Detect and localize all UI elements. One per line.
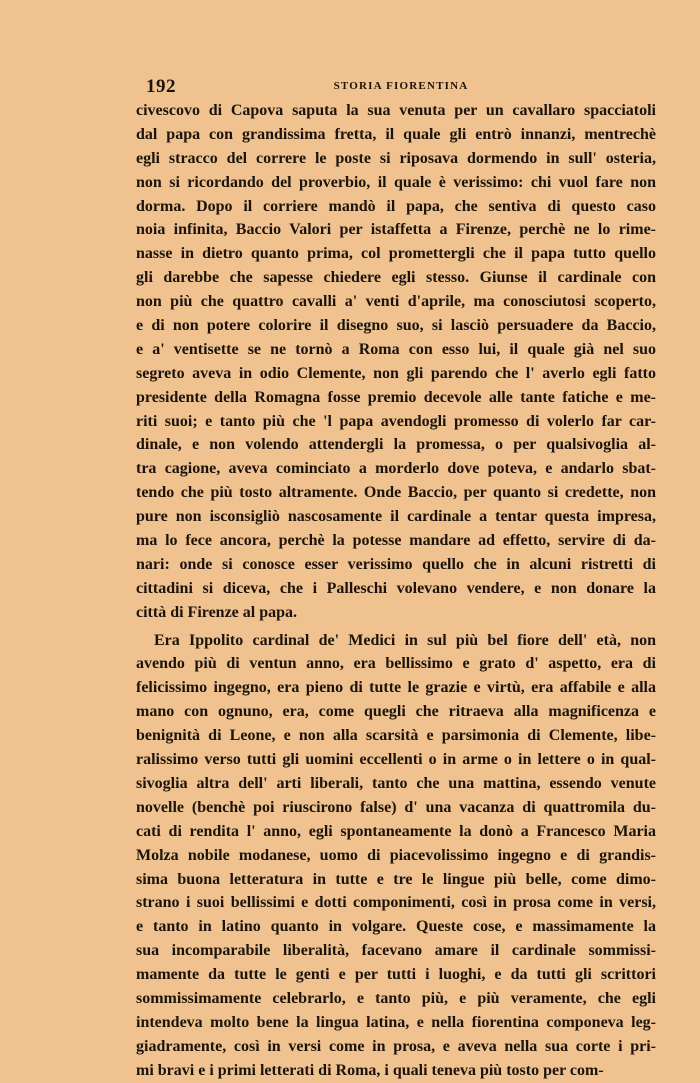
text-line: cati di rendita l' anno, egli spontaneamente la donò a Francesco Maria [136,822,656,840]
text-line: gli darebbe che sapesse chiedere egli stesso. Giunse il cardinale con [136,269,656,287]
text-line: Era Ippolito cardinal de' Medici in sul più bel fiore dell' età, non [154,631,656,649]
text-line: intendeva molto bene la lingua latina, e nella fiorentina componeva leg- [136,1013,656,1031]
text-line: e di non potere colorire il disegno suo, si lasciò persuadere da Baccio, [136,317,656,335]
text-line: mi bravi e i primi letterati di Roma, i quali teneva più tosto per com- [136,1061,604,1079]
text-line: nari: onde si conosce esser verissimo quello che in alcuni ristretti di [136,555,656,573]
text-line: tra cagione, aveva cominciato a morderlo dove poteva, e andarlo sbat- [136,460,656,478]
text-line: giadramente, così in versi come in prosa, e aveva nella sua corte i pri- [136,1037,656,1055]
text-line: sima buona letteratura in tutte e tre le lingue più belle, come dimo- [136,870,656,888]
page-header [146,76,656,98]
text-line: presidente della Romagna fosse premio decevole alle tante fatiche e me- [136,388,656,406]
text-line: tendo che più tosto altramente. Onde Baccio, per quanto si credette, non [136,484,656,502]
page-number: 192 [146,76,176,97]
text-line: ma lo fece ancora, perchè la potesse mandare ad effetto, servire di da- [136,532,656,550]
text-line: non più che quattro cavalli a' venti d'aprile, ma conosciutosi scoperto, [136,293,656,311]
text-line: mamente da tutte le genti e per tutti i luoghi, e da tutti gli scrittori [136,966,656,984]
text-line: sommissimamente celebrarlo, e tanto più, e più veramente, che egli [136,989,656,1007]
text-line: novelle (benchè poi riuscirono false) d' una vacanza di quattromila du- [136,798,656,816]
text-line: strano i suoi bellissimi e dotti componimenti, così in prosa come in versi, [136,894,656,912]
text-line: pure non isconsigliò nascosamente il cardinale a tentar questa impresa, [136,508,656,526]
text-line: felicissimo ingegno, era pieno di tutte le grazie e virtù, era affabile e alla [136,679,656,697]
text-line: nasse in dietro quanto prima, col promettergli che il papa tutto quello [136,245,656,263]
text-line: e tanto in latino quanto in volgare. Queste cose, e massimamente la [136,918,656,936]
text-line: Molza nobile modanese, uomo di piacevolissimo ingegno e di grandis- [136,846,656,864]
text-line: ralissimo verso tutti gli uomini eccellenti o in arme o in lettere o in qual- [136,751,656,769]
text-line: dal papa con grandissima fretta, il quale gli entrò innanzi, mentrechè [136,125,656,143]
text-line: mano con ognuno, era, come quegli che ritraeva alla magnificenza e [136,703,656,721]
text-line: egli stracco del correre le poste si riposava dormendo in sull' osteria, [136,149,656,167]
text-line: cittadini si diceva, che i Palleschi volevano vendere, e non donare la [136,579,656,597]
text-line: riti suoi; e tanto più che 'l papa avendogli promesso di volerlo far car- [136,412,656,430]
text-line: benignità di Leone, e non alla scarsità e parsimonia di Clemente, libe- [136,727,656,745]
text-line: non si ricordando del proverbio, il quale è verissimo: chi vuol fare non [136,173,656,191]
text-line: segreto aveva in odio Clemente, non gli parendo che l' averlo egli fatto [136,364,656,382]
text-line: città di Firenze al papa. [136,603,298,621]
text-body [136,99,656,1083]
text-line: sua incomparabile liberalità, facevano amare il cardinale sommissi- [136,942,656,960]
text-line: dinale, e non volendo attendergli la promessa, o per qualsivoglia al- [136,436,656,454]
text-line: civescovo di Capova saputa la sua venuta per un cavallaro spacciatoli [136,102,656,119]
text-line: e a' ventisette se ne tornò a Roma con esso lui, il quale già nel suo [136,340,656,358]
text-line: noia infinita, Baccio Valori per istaffetta a Firenze, perchè ne lo rime- [136,221,656,239]
text-line: sivoglia altra dell' arti liberali, tanto che una mattina, essendo venute [136,774,656,792]
text-line: dorma. Dopo il corriere mandò il papa, che sentiva di questo caso [136,197,656,215]
running-title: STORIA FIORENTINA [333,80,469,92]
text-line: avendo più di ventun anno, era bellissimo e grato d' aspetto, era di [136,655,656,673]
